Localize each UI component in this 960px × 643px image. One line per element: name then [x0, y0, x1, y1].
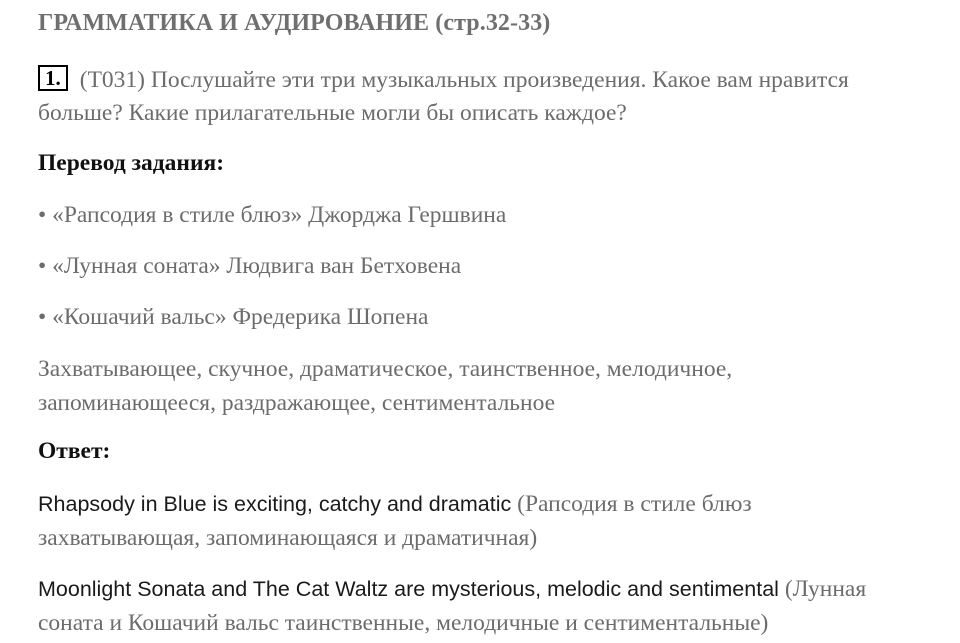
page-heading: ГРАММАТИКА И АУДИРОВАНИЕ (стр.32-33): [38, 10, 551, 36]
answer-russian-2: (Лунная соната и Кошачий вальс таинственные, мелодичные и сентиментальные): [38, 576, 867, 636]
answer-russian-1: (Рапсодия в стиле блюз захватывающая, запоминающаяся и драматичная): [38, 491, 752, 551]
answer-item-2: [38, 572, 928, 640]
answer-item-1: [38, 487, 838, 555]
task-number: 1.: [38, 65, 68, 91]
task-instruction: [38, 64, 928, 130]
piece-item-1: • «Рапсодия в стиле блюз» Джорджа Гершвина: [38, 202, 507, 228]
piece-item-2: • «Лунная соната» Людвига ван Бетховена: [38, 253, 462, 279]
answer-english-2: Moonlight Sonata and The Cat Waltz are mysterious, melodic and sentimental: [38, 577, 779, 601]
answer-label: Ответ:: [38, 438, 111, 464]
adjectives-list: Захватывающее, скучное, драматическое, таинственное, мелодичное, запоминающееся, раздражающее, сентиментальное: [38, 356, 733, 416]
translation-label: Перевод задания:: [38, 150, 225, 176]
answer-english-1: Rhapsody in Blue is exciting, catchy and dramatic: [38, 492, 512, 516]
piece-item-3: • «Кошачий вальс» Фредерика Шопена: [38, 304, 429, 330]
task-text: (T031) Послушайте эти три музыкальных произведения. Какое вам нравится больше? Какие прилагательные могли бы описать каждое?: [38, 67, 849, 126]
